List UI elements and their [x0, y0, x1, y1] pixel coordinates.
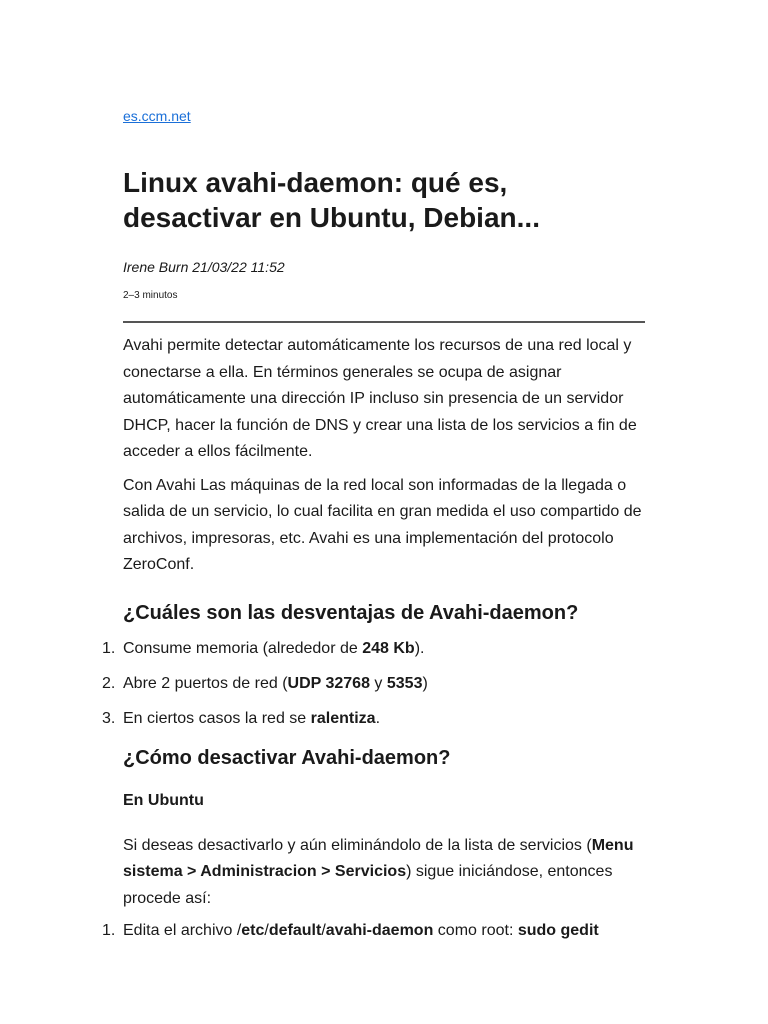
list-item	[102, 708, 645, 730]
source-link[interactable]: es.ccm.net	[123, 108, 191, 124]
divider	[123, 321, 645, 323]
ubuntu-steps-list	[102, 920, 645, 942]
list-item-number: 2.	[102, 674, 116, 692]
text-run: como root:	[433, 922, 518, 939]
list-item-text	[123, 710, 380, 727]
text-run: /	[321, 922, 326, 939]
paragraph-ubuntu-intro	[123, 833, 645, 913]
text-run: Edita el archivo /	[123, 922, 242, 939]
heading-disadvantages: ¿Cuáles son las desventajas de Avahi-daemon?	[123, 601, 579, 624]
paragraph-zeroconf: Con Avahi Las máquinas de la red local son informadas de la llegada o salida de un servicio, lo cual facilita en gran medida el uso compartido de archivos, impresoras, etc. Avahi es una implementación del protocolo ZeroConf.	[123, 476, 642, 573]
article-page	[102, 106, 645, 955]
text-run: /	[264, 922, 269, 939]
text-run: ) sigue iniciándose, entonces procede así:	[123, 863, 613, 907]
author-byline: Irene Burn 21/03/22 11:52	[123, 259, 285, 275]
disadvantages-list	[102, 638, 645, 730]
text-run: Consume memoria (alrededor de	[123, 639, 363, 657]
bold-text: etc	[241, 922, 265, 939]
list-item-text	[123, 922, 599, 939]
list-item-text	[123, 640, 424, 657]
text-run: )	[422, 674, 428, 692]
text-run: y	[369, 674, 387, 692]
list-item-number: 1.	[102, 922, 116, 939]
text-run: Si deseas desactivarlo y aún eliminándolo de la lista de servicios (	[123, 836, 592, 854]
list-item	[102, 638, 645, 660]
bold-text: sudo gedit	[517, 922, 599, 939]
read-time: 2–3 minutos	[123, 290, 178, 301]
text-run: Abre 2 puertos de red (	[123, 674, 288, 692]
article-title: Linux avahi-daemon: qué es, desactivar en Ubuntu, Debian...	[123, 167, 540, 233]
bold-text: UDP 32768	[287, 674, 370, 692]
text-run: ).	[414, 639, 425, 657]
heading-how-to-disable: ¿Cómo desactivar Avahi-daemon?	[123, 746, 451, 769]
bold-text: 248 Kb	[362, 639, 415, 657]
bold-text: default	[268, 922, 322, 939]
list-item-text	[123, 675, 428, 692]
list-item	[102, 673, 645, 695]
bold-text: Menu sistema > Administracion > Servicios	[123, 836, 634, 880]
list-item	[102, 920, 645, 942]
paragraph-intro: Avahi permite detectar automáticamente los recursos de una red local y conectarse a ella. En términos generales se ocupa de asignar automáticamente una dirección IP incluso sin presencia de un servidor DHCP, hacer la función de DNS y crear una lista de los servicios a fin de acceder a ellos fácilmente.	[123, 337, 637, 460]
text-run: .	[375, 709, 381, 727]
bold-text: 5353	[386, 674, 423, 692]
list-item-number: 1.	[102, 639, 116, 657]
bold-text: avahi-daemon	[325, 922, 434, 939]
list-item-number: 3.	[102, 709, 116, 727]
subheading-ubuntu: En Ubuntu	[123, 791, 204, 809]
bold-text: ralentiza	[310, 709, 376, 727]
text-run: En ciertos casos la red se	[123, 709, 311, 727]
